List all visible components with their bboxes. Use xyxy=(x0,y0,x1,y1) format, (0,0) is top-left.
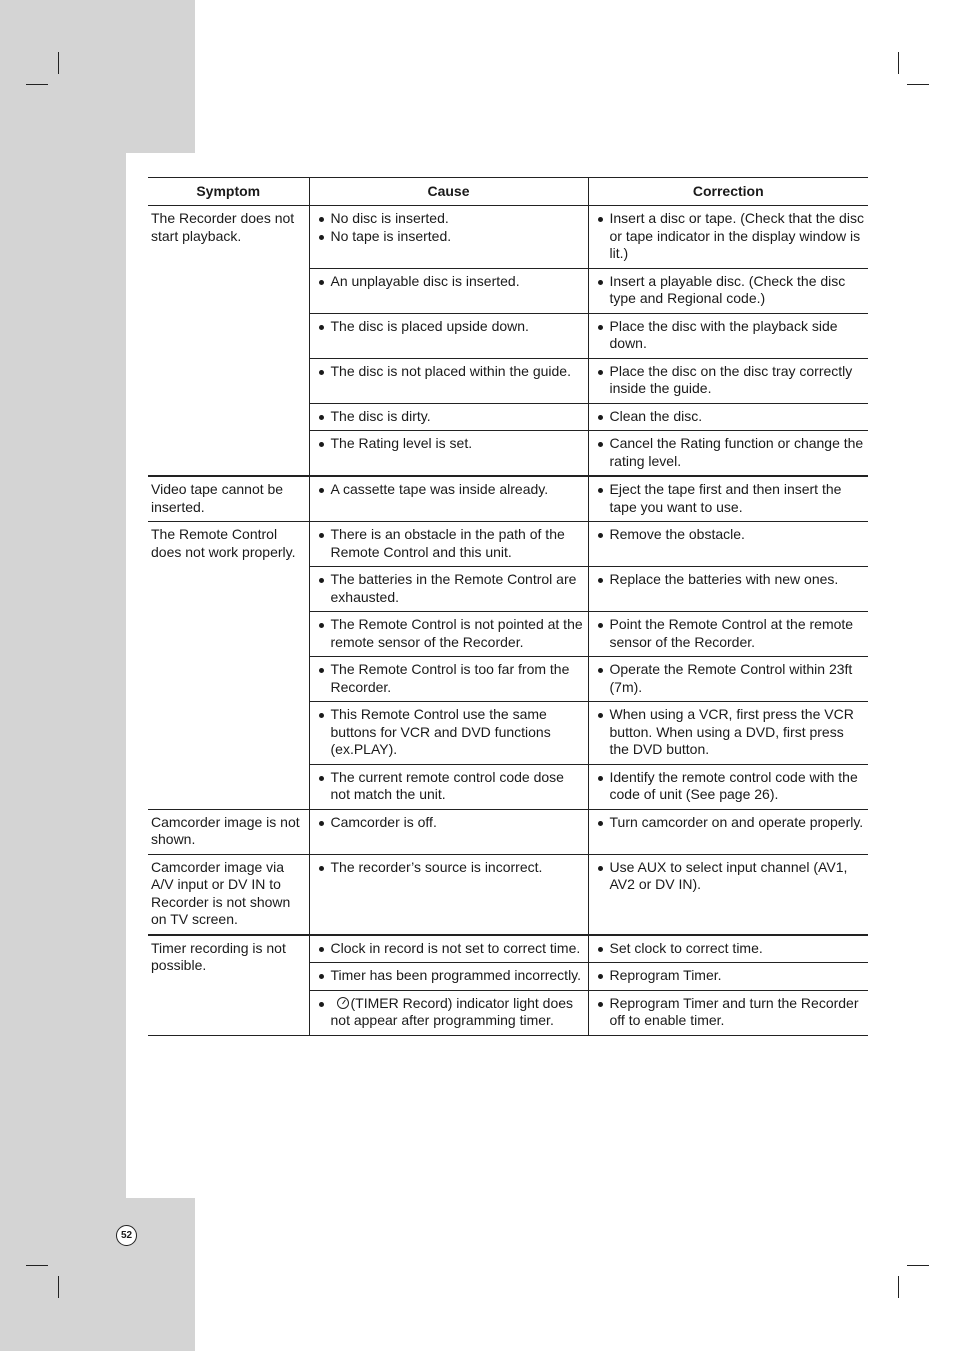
timer-icon xyxy=(337,997,349,1009)
correction-item: Remove the obstacle. xyxy=(595,526,866,544)
table-header-row xyxy=(148,178,868,206)
correction-cell xyxy=(588,431,868,477)
cause-cell xyxy=(309,431,588,477)
table-row xyxy=(148,476,868,522)
correction-cell xyxy=(588,612,868,657)
correction-item: Place the disc on the disc tray correctly inside the guide. xyxy=(595,363,866,398)
correction-item: Place the disc with the playback side down. xyxy=(595,318,866,353)
correction-item: When using a VCR, first press the VCR button. When using a DVD, first press the DVD button. xyxy=(595,706,866,759)
symptom-cell: Camcorder image is not shown. xyxy=(148,809,309,854)
cause-cell xyxy=(309,702,588,765)
crop-mark xyxy=(58,1276,59,1298)
cause-item: A cassette tape was inside already. xyxy=(316,481,585,499)
cause-item: The disc is placed upside down. xyxy=(316,318,585,336)
cause-item: The recorder’s source is incorrect. xyxy=(316,859,585,877)
correction-cell xyxy=(588,522,868,567)
correction-item: Insert a disc or tape. (Check that the disc or tape indicator in the display window is lit.) xyxy=(595,210,866,263)
correction-item: Cancel the Rating function or change the rating level. xyxy=(595,435,866,470)
cause-item: The disc is dirty. xyxy=(316,408,585,426)
correction-cell xyxy=(588,476,868,522)
cause-cell xyxy=(309,268,588,313)
symptom-cell: Camcorder image via A/V input or DV IN to Recorder is not shown on TV screen. xyxy=(148,854,309,935)
table-row xyxy=(148,854,868,935)
cause-cell xyxy=(309,963,588,991)
cause-cell xyxy=(309,522,588,567)
margin-band-middle xyxy=(0,153,126,1198)
cause-cell xyxy=(309,567,588,612)
correction-item: Reprogram Timer. xyxy=(595,967,866,985)
correction-item: Turn camcorder on and operate properly. xyxy=(595,814,866,832)
crop-mark xyxy=(58,52,59,74)
correction-item: Replace the batteries with new ones. xyxy=(595,571,866,589)
margin-band-top xyxy=(0,0,195,153)
cause-cell xyxy=(309,358,588,403)
cause-item: No disc is inserted. xyxy=(316,210,585,228)
cause-item: The batteries in the Remote Control are exhausted. xyxy=(316,571,585,606)
cause-cell xyxy=(309,854,588,935)
cause-item xyxy=(316,995,585,1030)
correction-cell xyxy=(588,206,868,269)
crop-mark xyxy=(26,1265,48,1266)
correction-item: Identify the remote control code with the code of unit (See page 26). xyxy=(595,769,866,804)
correction-item: Set clock to correct time. xyxy=(595,940,866,958)
symptom-cell: The Recorder does not start playback. xyxy=(148,206,309,477)
crop-mark xyxy=(898,52,899,74)
correction-item: Insert a playable disc. (Check the disc type and Regional code.) xyxy=(595,273,866,308)
correction-cell xyxy=(588,935,868,963)
crop-mark xyxy=(898,1276,899,1298)
symptom-header: Symptom xyxy=(148,178,309,206)
crop-mark xyxy=(26,84,48,85)
correction-cell xyxy=(588,403,868,431)
correction-item: Clean the disc. xyxy=(595,408,866,426)
cause-cell xyxy=(309,935,588,963)
cause-item: Camcorder is off. xyxy=(316,814,585,832)
correction-cell xyxy=(588,313,868,358)
cause-item: Clock in record is not set to correct time. xyxy=(316,940,585,958)
correction-cell xyxy=(588,809,868,854)
cause-cell xyxy=(309,476,588,522)
cause-cell xyxy=(309,990,588,1035)
crop-mark xyxy=(907,84,929,85)
correction-item: Point the Remote Control at the remote sensor of the Recorder. xyxy=(595,616,866,651)
correction-cell xyxy=(588,990,868,1035)
correction-cell xyxy=(588,963,868,991)
correction-cell xyxy=(588,764,868,809)
correction-item: Use AUX to select input channel (AV1, AV2 or DV IN). xyxy=(595,859,866,894)
troubleshooting-table xyxy=(148,177,868,1036)
cause-item: The Rating level is set. xyxy=(316,435,585,453)
cause-item: Timer has been programmed incorrectly. xyxy=(316,967,585,985)
cause-text: (TIMER Record) indicator light does not appear after programming timer. xyxy=(330,994,574,1028)
cause-item: The disc is not placed within the guide. xyxy=(316,363,585,381)
correction-cell xyxy=(588,702,868,765)
correction-cell xyxy=(588,268,868,313)
cause-cell xyxy=(309,313,588,358)
correction-item: Operate the Remote Control within 23ft (7m). xyxy=(595,661,866,696)
cause-item: There is an obstacle in the path of the Remote Control and this unit. xyxy=(316,526,585,561)
table-row xyxy=(148,522,868,567)
cause-cell xyxy=(309,403,588,431)
cause-header: Cause xyxy=(309,178,588,206)
margin-band-bottom xyxy=(0,1198,195,1351)
symptom-cell: Video tape cannot be inserted. xyxy=(148,476,309,522)
table-row xyxy=(148,935,868,963)
crop-mark xyxy=(907,1265,929,1266)
correction-cell xyxy=(588,567,868,612)
cause-cell xyxy=(309,657,588,702)
correction-header: Correction xyxy=(588,178,868,206)
correction-cell xyxy=(588,657,868,702)
symptom-cell: Timer recording is not possible. xyxy=(148,935,309,1036)
cause-item: The current remote control code dose not match the unit. xyxy=(316,769,585,804)
cause-item: This Remote Control use the same buttons for VCR and DVD functions (ex.PLAY). xyxy=(316,706,585,759)
cause-cell xyxy=(309,764,588,809)
cause-cell xyxy=(309,612,588,657)
page-number-badge: 52 xyxy=(116,1225,137,1246)
cause-item: An unplayable disc is inserted. xyxy=(316,273,585,291)
table-body xyxy=(148,206,868,1036)
cause-item: No tape is inserted. xyxy=(316,228,585,246)
cause-item: The Remote Control is not pointed at the remote sensor of the Recorder. xyxy=(316,616,585,651)
cause-item: The Remote Control is too far from the Recorder. xyxy=(316,661,585,696)
symptom-cell: The Remote Control does not work properly. xyxy=(148,522,309,810)
correction-cell xyxy=(588,854,868,935)
cause-cell xyxy=(309,206,588,269)
correction-item: Eject the tape first and then insert the tape you want to use. xyxy=(595,481,866,516)
correction-cell xyxy=(588,358,868,403)
cause-cell xyxy=(309,809,588,854)
table-row xyxy=(148,809,868,854)
table-row xyxy=(148,206,868,269)
correction-item: Reprogram Timer and turn the Recorder off to enable timer. xyxy=(595,995,866,1030)
